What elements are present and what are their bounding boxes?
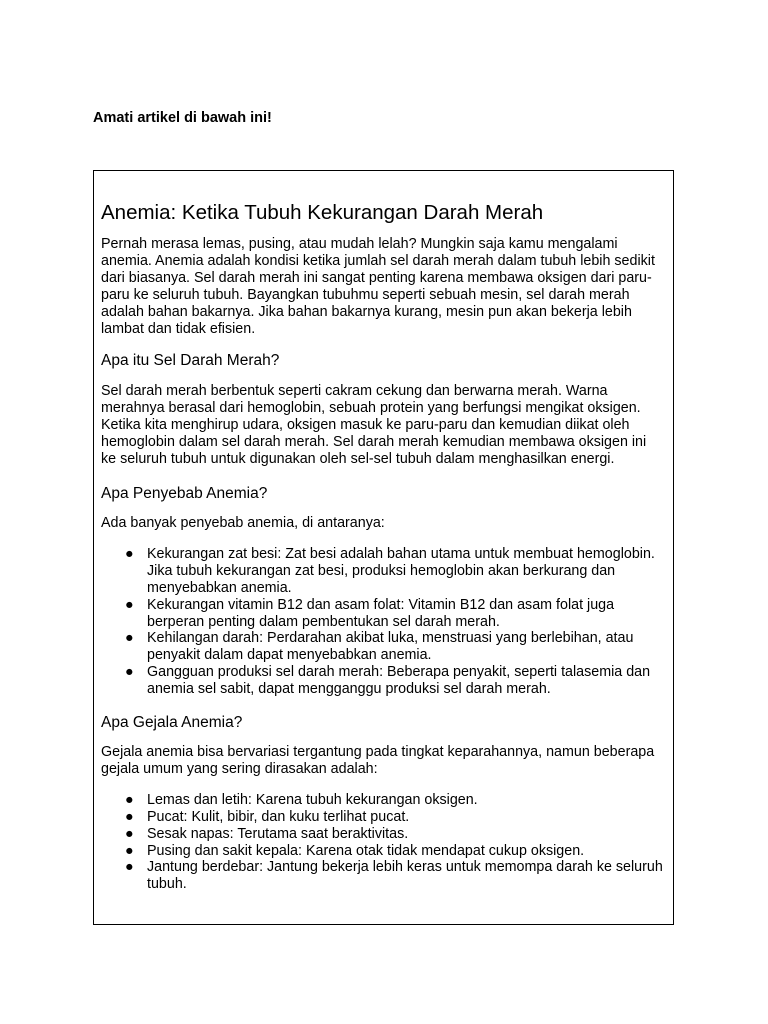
section-heading-red-blood-cell: Apa itu Sel Darah Merah? xyxy=(101,352,280,370)
bullet-icon: ● xyxy=(125,842,134,859)
list-item xyxy=(101,792,663,809)
list-item xyxy=(101,546,663,597)
list-item-text: Sesak napas: Terutama saat beraktivitas. xyxy=(147,825,409,842)
article-intro: Pernah merasa lemas, pusing, atau mudah lelah? Mungkin saja kamu mengalami anemia. Anemia adalah kondisi ketika jumlah sel darah merah dalam tubuh lebih sedikit dari biasanya. Sel darah merah ini sangat penting karena membawa oksigen dari paru-paru ke seluruh tubuh. Bayangkan tubuhmu seperti sebuah mesin, sel darah merah adalah bahan bakarnya. Jika bahan bakarnya kurang, mesin pun akan bekerja lebih lambat dan tidak efisien. xyxy=(101,236,655,337)
list-item xyxy=(101,664,663,698)
causes-list xyxy=(101,546,663,698)
list-item xyxy=(101,843,663,860)
section-heading-symptoms: Apa Gejala Anemia? xyxy=(101,714,243,732)
bullet-icon: ● xyxy=(125,630,134,647)
symptoms-list xyxy=(101,792,663,893)
bullet-icon: ● xyxy=(125,791,134,808)
section-text-red-blood-cell: Sel darah merah berbentuk seperti cakram cekung dan berwarna merah. Warna merahnya berasal dari hemoglobin, sebuah protein yang berfungsi mengikat oksigen. Ketika kita menghirup udara, oksigen masuk ke paru-paru dan kemudian diikat oleh hemoglobin dalam sel darah merah. Sel darah merah kemudian membawa oksigen ini ke seluruh tubuh untuk digunakan oleh sel-sel tubuh dalam menghasilkan energi. xyxy=(101,383,647,468)
bullet-icon: ● xyxy=(125,664,134,681)
section-intro-causes: Ada banyak penyebab anemia, di antaranya: xyxy=(101,514,385,531)
bullet-icon: ● xyxy=(125,545,134,562)
list-item xyxy=(101,826,663,843)
list-item xyxy=(101,630,663,664)
bullet-icon: ● xyxy=(125,859,134,876)
list-item-text: Pusing dan sakit kepala: Karena otak tidak mendapat cukup oksigen. xyxy=(147,842,585,859)
list-item-text: Kekurangan vitamin B12 dan asam folat: Vitamin B12 dan asam folat juga berperan penting dalam pembentukan sel darah merah. xyxy=(147,596,615,630)
list-item-text: Kehilangan darah: Perdarahan akibat luka, menstruasi yang berlebihan, atau penyakit dalam dapat menyebabkan anemia. xyxy=(147,630,634,664)
list-item-text: Jantung berdebar: Jantung bekerja lebih keras untuk memompa darah ke seluruh tubuh. xyxy=(147,859,663,893)
list-item xyxy=(101,809,663,826)
bullet-icon: ● xyxy=(125,808,134,825)
list-item-text: Lemas dan letih: Karena tubuh kekurangan oksigen. xyxy=(147,791,478,808)
list-item-text: Pucat: Kulit, bibir, dan kuku terlihat pucat. xyxy=(147,808,410,825)
article-title: Anemia: Ketika Tubuh Kekurangan Darah Merah xyxy=(101,201,544,224)
list-item-text: Gangguan produksi sel darah merah: Beberapa penyakit, seperti talasemia dan anemia sel sabit, dapat mengganggu produksi sel darah merah. xyxy=(147,664,651,698)
bullet-icon: ● xyxy=(125,825,134,842)
article-box xyxy=(93,170,674,925)
section-heading-causes: Apa Penyebab Anemia? xyxy=(101,484,268,502)
list-item-text: Kekurangan zat besi: Zat besi adalah bahan utama untuk membuat hemoglobin. Jika tubuh kekurangan zat besi, produksi hemoglobin akan berkurang dan menyebabkan anemia. xyxy=(147,545,655,596)
list-item xyxy=(101,859,663,893)
instruction-text: Amati artikel di bawah ini! xyxy=(93,110,272,126)
list-item xyxy=(101,597,663,631)
section-intro-symptoms: Gejala anemia bisa bervariasi tergantung pada tingkat keparahannya, namun beberapa gejala umum yang sering dirasakan adalah: xyxy=(101,744,655,777)
bullet-icon: ● xyxy=(125,596,134,613)
